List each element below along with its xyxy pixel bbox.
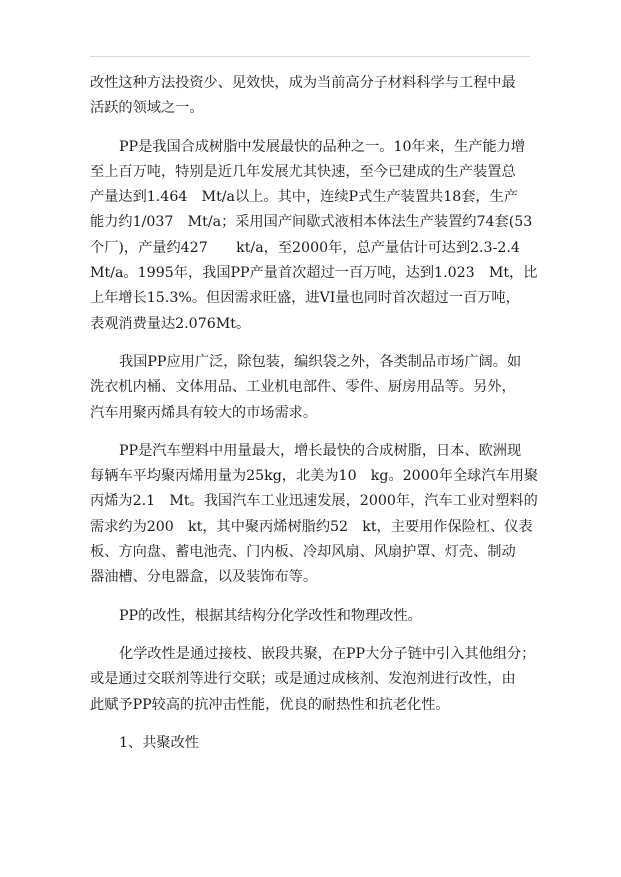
paragraph-pp-production: PP是我国合成树脂中发展最快的品种之一。10年来，生产能力增 至上百万吨，特别是近几年发展尤其快速，至今已建成的生产装置总 产量达到1.464 Mt/a以上。其中，连续P式生产装置共18套，生产 能力约1/037 Mt/a；采用国产间歇式液相本体法生产装置约74套(53 个厂)，产量约427 kt/a，至2000年，总产量估计可达到2.3-2.4 Mt/a。1995年，我国PP产量首次超过一百万吨，达到1.023 Mt，比 上年增长15.3%。但因需求旺盛，进VI量也同时首次超过一百万吨， 表观消费量达2.076Mt。 [90,138,538,332]
paragraph-continuation: 改性这种方法投资少、见效快，成为当前高分子材料科学与工程中最 活跃的领域之一。 [90,75,516,117]
header-rule [90,56,530,57]
paragraph-pp-applications: 我国PP应用广泛，除包装，编织袋之外，各类制品市场广阔。如 洗衣机内桶、文体用品、工业机电部件、零件、厨房用品等。另外， 汽车用聚丙烯具有较大的市场需求。 [90,353,522,421]
paragraph-automotive-pp: PP是汽车塑料中用量最大，增长最快的合成树脂，日本、欧洲现 每辆车平均聚丙烯用量为25kg，北美为10 kg。2000年全球汽车用聚 丙烯为2.1 Mt。我国汽车工业迅速发展，2000年，汽车工业对塑料的 需求约为200 kt，其中聚丙烯树脂约52 kt，主要用作保险杠、仪表 板、方向盘、蓄电池壳、门内板、冷却风扇、风扇护罩、灯壳、制动 器油槽、分电器盒，以及装饰布等。 [90,442,539,586]
section-heading-copolymerization: 1、共聚改性 [119,734,199,751]
paragraph-pp-modification: PP的改性，根据其结构分化学改性和物理改性。 [119,607,422,624]
document-body [90,71,542,769]
paragraph-chemical-modification: 化学改性是通过接枝、嵌段共聚，在PP大分子链中引入其他组分； 或是通过交联剂等进行交联；或是通过成核剂、发泡剂进行改性，由 此赋予PP较高的抗冲击性能，优良的耐热性和抗老化性。 [90,645,536,713]
